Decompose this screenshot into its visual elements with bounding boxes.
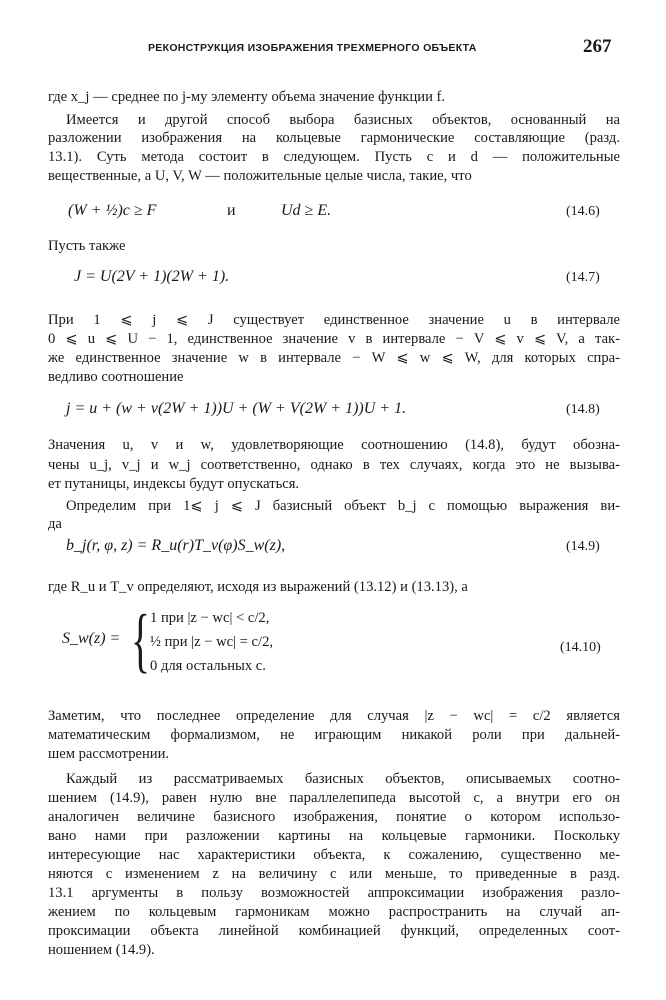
running-title: РЕКОНСТРУКЦИЯ ИЗОБРАЖЕНИЯ ТРЕХМЕРНОГО ОБЪЕКТА [148,42,477,54]
equation-14-10-lhs: S_w(z) = [62,630,121,647]
equation-14-7: J = U(2V + 1)(2W + 1). [74,268,230,285]
text-line: шением (14.9), равен нулю вне параллелепипеда высотой c, а внутри его он [48,790,620,806]
text-line: математическим формализмом, не играющим никакой роли при дальней- [48,727,620,743]
text-line: 13.1). Суть метода состоит в следующем. Пусть c и d — положительные [48,149,620,165]
equation-14-10-case: 0 для остальных c. [150,658,266,674]
text-line: ет путаницы, индексы будут опускаться. [48,476,300,492]
text-line: Имеется и другой способ выбора базисных объектов, основанный на [66,112,620,128]
text-line: вано нами при разложении картины на кольцевые гармоники. Поскольку [48,828,620,844]
equation-number: (14.7) [566,270,600,285]
text-line: разложении изображения на кольцевые гармонические составляющие (разд. [48,130,620,146]
text-line: аналогичен величине базисного изображения, понятие о котором использо- [48,809,620,825]
equation-14-10-case: 1 при |z − wc| < c/2, [150,610,270,626]
left-brace-icon: { [131,600,151,680]
equation-14-6-right: Ud ≥ E. [281,202,332,219]
text-line: Значения u, v и w, удовлетворяющие соотношению (14.8), будут обозна- [48,437,620,453]
equation-14-9: b_j(r, φ, z) = R_u(r)T_v(φ)S_w(z), [66,537,286,554]
text-line: чены u_j, v_j и w_j соответственно, однако в тех случаях, когда это не вызыва- [48,457,620,473]
page-number: 267 [583,36,612,57]
text-line: При 1 ⩽ j ⩽ J существует единственное значение u в интервале [48,312,620,328]
equation-14-6-and: и [227,202,236,219]
text-line: жением по кольцевым гармоникам можно распространить на случай ап- [48,904,620,920]
text-line: ношением (14.9). [48,942,155,958]
equation-14-10-case: ½ при |z − wc| = c/2, [150,634,274,650]
text-line: же единственное значение w в интервале − W ⩽ w ⩽ W, для которых спра- [48,350,620,366]
text-line: да [48,516,62,532]
text-line: Пусть также [48,238,126,254]
text-line: вещественные, а U, V, W — положительные целые числа, такие, что [48,168,472,184]
text-line: Каждый из рассматриваемых базисных объектов, описываемых соотно- [66,771,620,787]
text-line: проксимации объекта линейной комбинацией функций, определенных соот- [48,923,620,939]
equation-number: (14.9) [566,539,600,554]
text-line: Определим при 1⩽ j ⩽ J базисный объект b_j с помощью выражения ви- [66,498,620,514]
text-line: шем рассмотрении. [48,746,170,762]
text-line: интересующие нас характеристики объекта, к сожалению, существенно ме- [48,847,620,863]
equation-number: (14.8) [566,402,600,417]
text-line: ведливо соотношение [48,369,184,385]
text-line: 0 ⩽ u ⩽ U − 1, единственное значение v в интервале − V ⩽ v ⩽ V, а так- [48,331,620,347]
equation-number: (14.10) [560,640,601,655]
text-line: где R_u и T_v определяют, исходя из выражений (13.12) и (13.13), а [48,579,468,595]
text-line: Заметим, что последнее определение для случая |z − wc| = c/2 является [48,708,620,724]
text-line: 13.1 аргументы в пользу возможностей аппроксимации изображения разло- [48,885,620,901]
equation-14-8: j = u + (w + v(2W + 1))U + (W + V(2W + 1))U + 1. [66,400,407,417]
text-line: где x_j — среднее по j-му элементу объема значение функции f. [48,89,446,105]
equation-number: (14.6) [566,204,600,219]
equation-14-6-left: (W + ½)c ≥ F [68,202,157,219]
text-line: няются с изменением z на величину c или меньше, то приведенные в разд. [48,866,620,882]
